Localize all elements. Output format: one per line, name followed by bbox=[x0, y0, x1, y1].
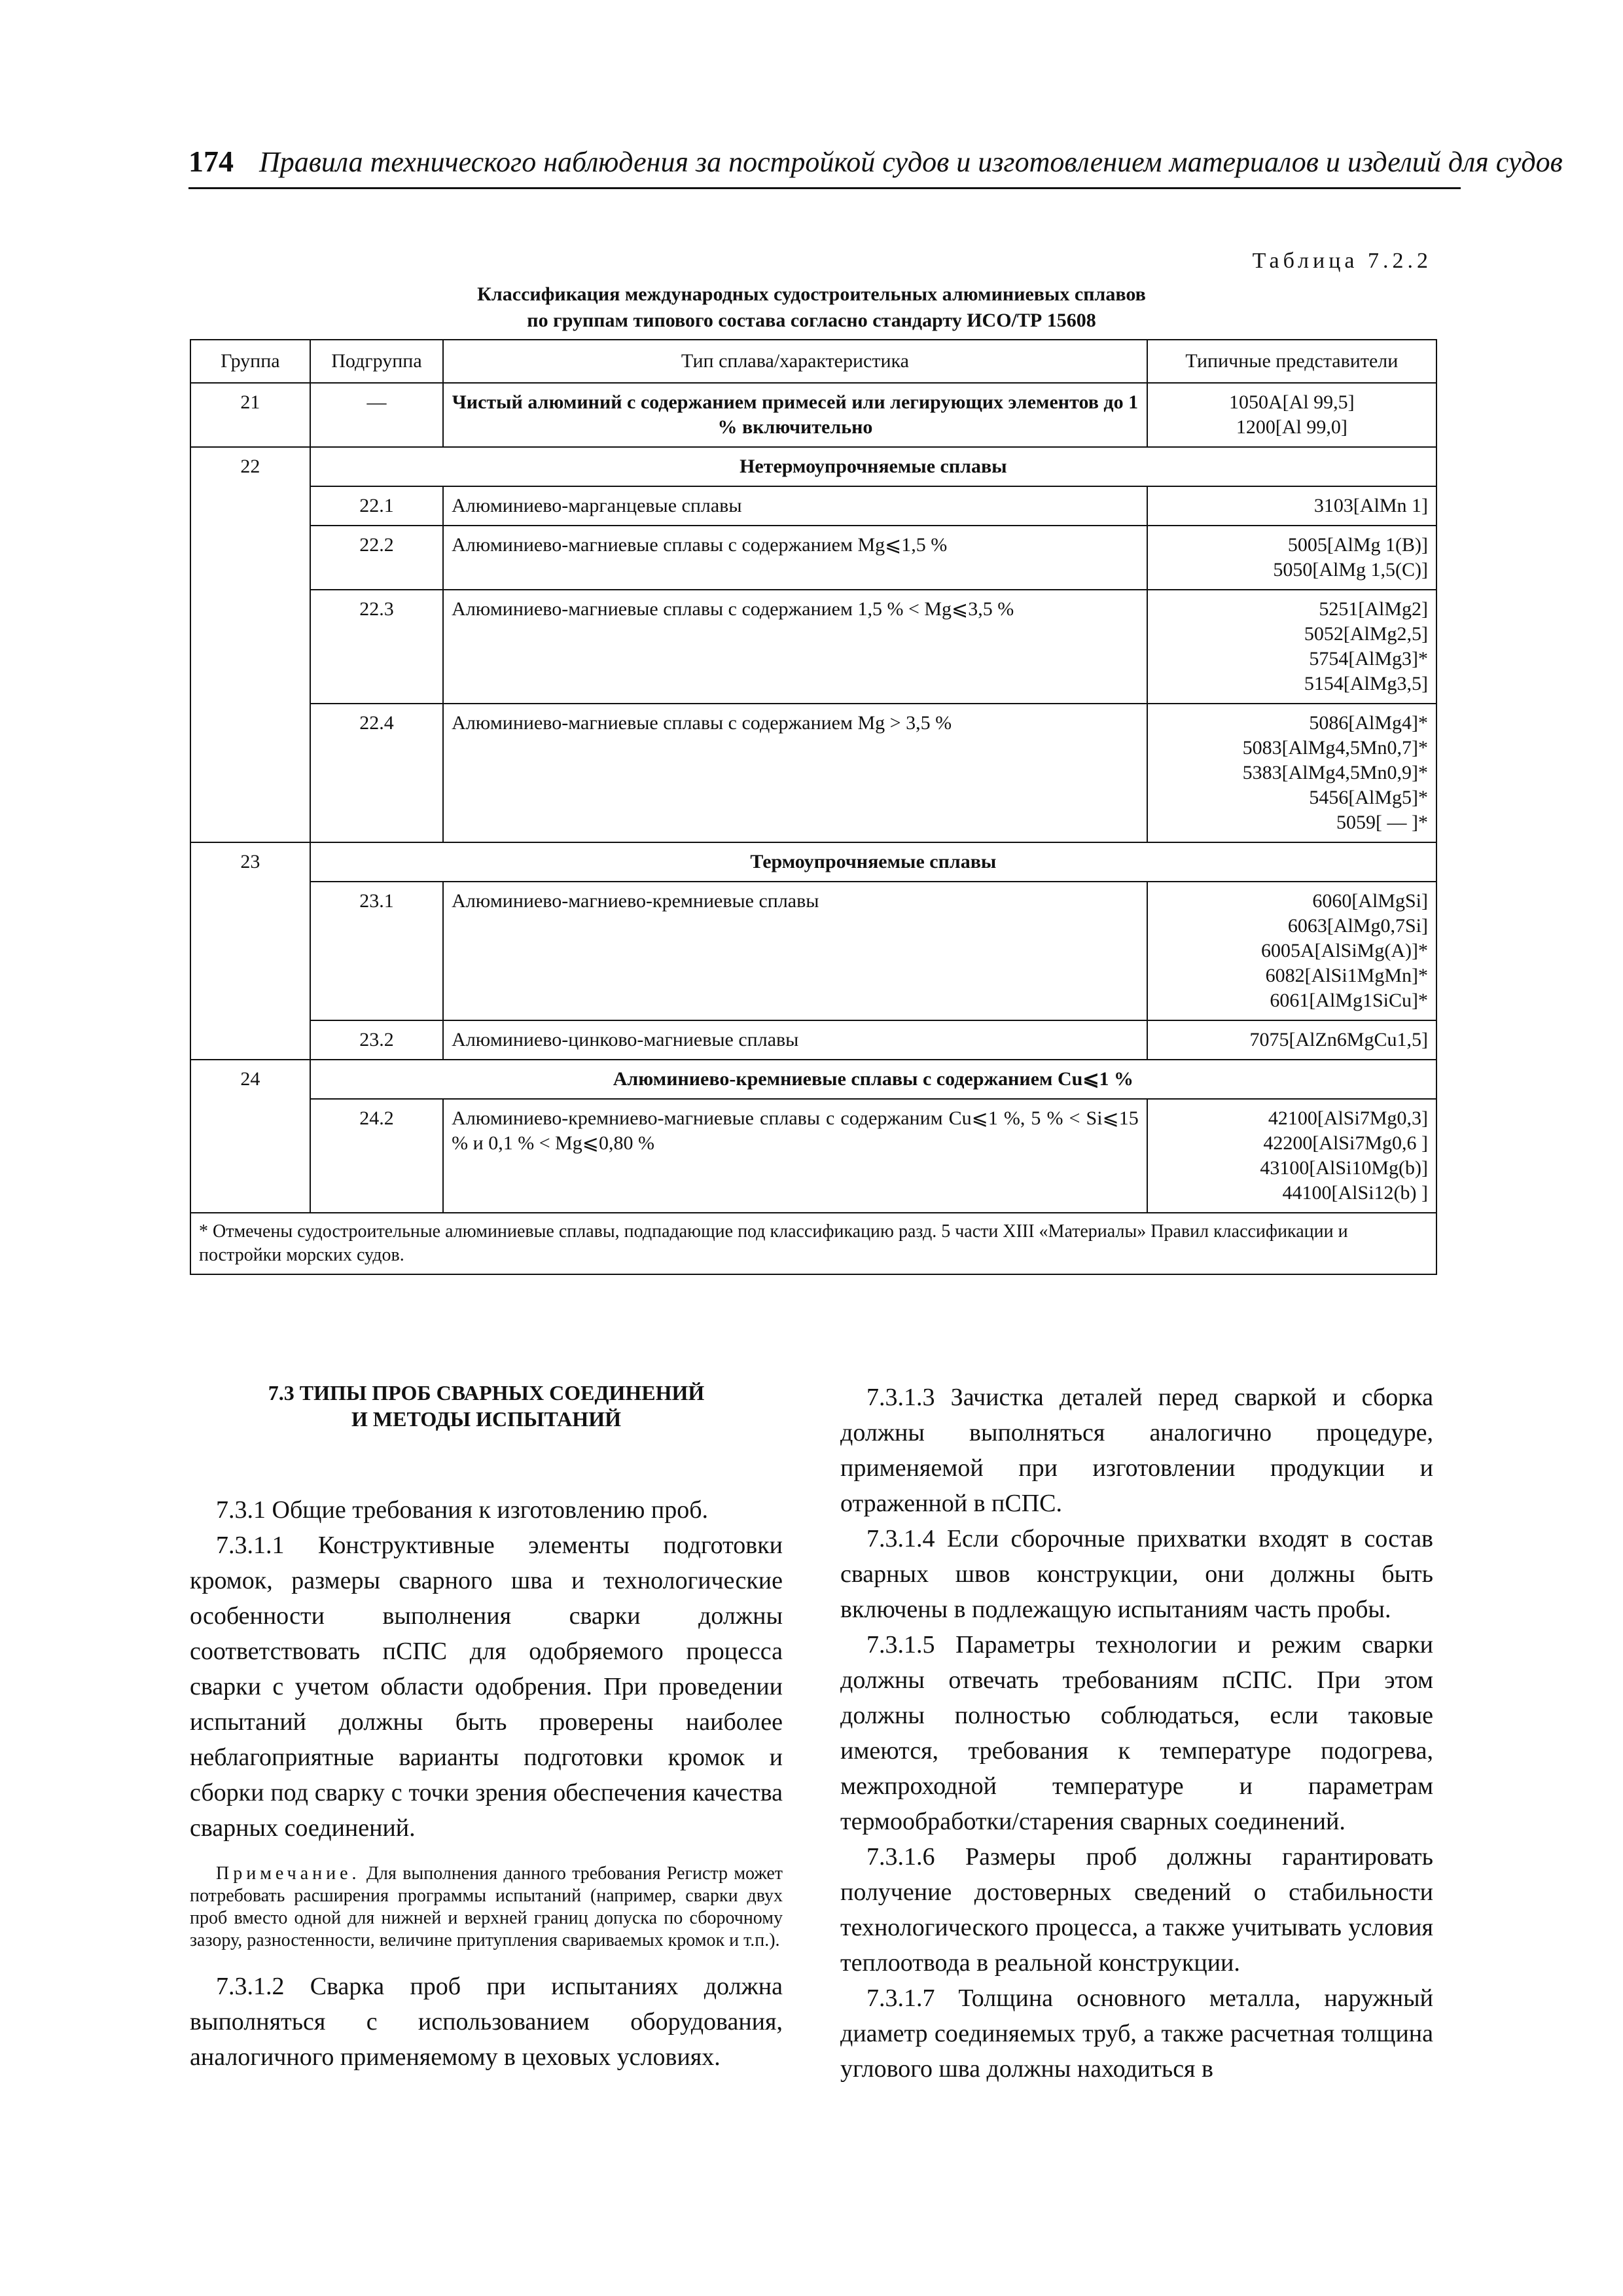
table-row bbox=[190, 1099, 1436, 1213]
representative: 6082[AlSi1MgMn]* bbox=[1265, 965, 1428, 986]
table-row bbox=[190, 526, 1436, 590]
paragraph: 7.3.1.7 Толщина основного металла, наружный диаметр соединяемых труб, а также расчетная толщина углового шва должны находиться в bbox=[840, 1984, 1433, 2083]
table-row bbox=[190, 842, 1436, 882]
note bbox=[190, 1863, 783, 1952]
paragraph: 7.3.1 Общие требования к изготовлению проб. bbox=[216, 1496, 709, 1524]
group-heading-cell: Алюминиево-кремниевые сплавы с содержанием Cu⩽1 % bbox=[310, 1060, 1436, 1099]
representative: 6060[AlMgSi] bbox=[1312, 890, 1428, 912]
representative: 5154[AlMg3,5] bbox=[1304, 673, 1428, 694]
table-header-row bbox=[190, 340, 1436, 383]
representatives-cell bbox=[1147, 486, 1436, 526]
table-footnote: * Отмечены судостроительные алюминиевые сплавы, подпадающие под классификацию разд. 5 части XIII «Материалы» Правил классификации и постройки морских судов. bbox=[190, 1213, 1436, 1274]
table-caption-line: по группам типового состава согласно стандарту ИСО/ТР 15608 bbox=[527, 310, 1096, 331]
representatives-cell bbox=[1147, 882, 1436, 1020]
representative: 6061[AlMg1SiCu]* bbox=[1270, 990, 1428, 1011]
paragraph: 7.3.1.1 Конструктивные элементы подготовки кромок, размеры сварного шва и технологические особенности выполнения сварки должны соответствовать пСПС для одобряемого процесса сварки с учетом области одобрения. При проведении испытаний должны быть проверены наиболее неблагоприятные варианты подготовки кромок и сборки под сварку с точки зрения обеспечения качества сварных соединений. bbox=[190, 1532, 783, 1842]
subgroup-cell: — bbox=[310, 383, 443, 447]
representative: 6005A[AlSiMg(A)]* bbox=[1261, 940, 1428, 961]
column-header-group: Группа bbox=[190, 340, 310, 383]
subgroup-cell: 24.2 bbox=[310, 1099, 443, 1213]
representative: 5005[AlMg 1(B)] bbox=[1287, 534, 1428, 556]
paragraph: 7.3.1.6 Размеры проб должны гарантировать получение достоверных сведений о стабильности технологического процесса, а также учитывать условия теплоотвода в реальной конструкции. bbox=[840, 1843, 1433, 1977]
type-cell: Чистый алюминий с содержанием примесей или легирующих элементов до 1 % включительно bbox=[443, 383, 1147, 447]
representative: 44100[AlSi12(b) ] bbox=[1282, 1182, 1428, 1204]
paragraph: 7.3.1.3 Зачистка деталей перед сваркой и сборка должны выполняться аналогично процедуре, применяемой при изготовлении продукции и отраженной в пСПС. bbox=[840, 1384, 1433, 1517]
table-row bbox=[190, 1020, 1436, 1060]
representative: 5383[AlMg4,5Mn0,9]* bbox=[1242, 762, 1428, 783]
subgroup-cell: 22.4 bbox=[310, 704, 443, 842]
subgroup-cell: 22.1 bbox=[310, 486, 443, 526]
section-heading bbox=[190, 1380, 783, 1432]
representatives-cell bbox=[1147, 704, 1436, 842]
representatives-cell bbox=[1147, 1020, 1436, 1060]
right-column bbox=[840, 1380, 1433, 2087]
table-row bbox=[190, 486, 1436, 526]
column-header-subgroup: Подгруппа bbox=[310, 340, 443, 383]
representatives-cell bbox=[1147, 1099, 1436, 1213]
representative: 5456[AlMg5]* bbox=[1309, 787, 1428, 808]
representative: 3103[AlMn 1] bbox=[1313, 495, 1428, 516]
subgroup-cell: 22.3 bbox=[310, 590, 443, 704]
representative: 5059[ — ]* bbox=[1336, 812, 1428, 833]
page-number: 174 bbox=[188, 145, 234, 178]
left-column bbox=[190, 1380, 783, 2075]
table-number: Таблица 7.2.2 bbox=[1252, 249, 1432, 273]
representative: 42200[AlSi7Mg0,6 ] bbox=[1263, 1132, 1428, 1154]
table-row bbox=[190, 590, 1436, 704]
type-cell: Алюминиево-цинково-магниевые сплавы bbox=[443, 1020, 1147, 1060]
group-cell: 23 bbox=[190, 842, 310, 1060]
section-heading-line: И МЕТОДЫ ИСПЫТАНИЙ bbox=[351, 1407, 621, 1431]
group-heading-cell: Нетермоупрочняемые сплавы bbox=[310, 447, 1436, 486]
group-cell: 24 bbox=[190, 1060, 310, 1213]
table-row bbox=[190, 882, 1436, 1020]
representative: 7075[AlZn6MgCu1,5] bbox=[1249, 1029, 1428, 1050]
page-header bbox=[188, 140, 1563, 189]
table-row bbox=[190, 447, 1436, 486]
table-row bbox=[190, 383, 1436, 447]
paragraph: 7.3.1.5 Параметры технологии и режим сварки должны отвечать требованиям пСПС. При этом должны полностью соблюдаться, если таковые имеются, требования к температуре подогрева, межпроходной температуре и параметрам термообработки/старения сварных соединений. bbox=[840, 1631, 1433, 1835]
type-cell: Алюминиево-магниевые сплавы с содержанием 1,5 % < Mg⩽3,5 % bbox=[443, 590, 1147, 704]
type-cell: Алюминиево-магниево-кремниевые сплавы bbox=[443, 882, 1147, 1020]
paragraph: 7.3.1.2 Сварка проб при испытаниях должна выполняться с использованием оборудования, аналогичного применяемому в цеховых условиях. bbox=[190, 1973, 783, 2071]
representatives-cell bbox=[1147, 383, 1436, 447]
representatives-cell bbox=[1147, 590, 1436, 704]
group-cell: 22 bbox=[190, 447, 310, 842]
type-cell: Алюминиево-марганцевые сплавы bbox=[443, 486, 1147, 526]
representative: 43100[AlSi10Mg(b)] bbox=[1260, 1157, 1428, 1179]
subgroup-cell: 22.2 bbox=[310, 526, 443, 590]
type-cell: Алюминиево-магниевые сплавы с содержанием Mg⩽1,5 % bbox=[443, 526, 1147, 590]
table-row bbox=[190, 704, 1436, 842]
table-row bbox=[190, 1060, 1436, 1099]
type-cell: Алюминиево-магниевые сплавы с содержанием Mg > 3,5 % bbox=[443, 704, 1147, 842]
note-text: Для выполнения данного требования Регистр может потребовать расширения программы испытаний (например, сварки двух проб вместо одной для нижней и верхней границ допуска по сборочному зазору, разностенности, величине притупления свариваемых кромок и т.п.). bbox=[190, 1863, 783, 1950]
note-label: Примечание. bbox=[216, 1863, 361, 1884]
representative: 5052[AlMg2,5] bbox=[1304, 623, 1428, 645]
subgroup-cell: 23.1 bbox=[310, 882, 443, 1020]
column-header-type: Тип сплава/характеристика bbox=[443, 340, 1147, 383]
section-heading-line: 7.3 ТИПЫ ПРОБ СВАРНЫХ СОЕДИНЕНИЙ bbox=[268, 1381, 705, 1405]
table-caption bbox=[190, 281, 1433, 334]
type-cell: Алюминиево-кремниево-магниевые сплавы с содержаним Cu⩽1 %, 5 % < Si⩽15 % и 0,1 % < Mg⩽0,80 % bbox=[443, 1099, 1147, 1213]
column-header-representatives: Типичные представители bbox=[1147, 340, 1436, 383]
representatives-cell bbox=[1147, 526, 1436, 590]
paragraph: 7.3.1.4 Если сборочные прихватки входят в состав сварных швов конструкции, они должны быть включены в подлежащую испытаниям часть пробы. bbox=[840, 1525, 1433, 1623]
alloy-classification-table bbox=[190, 339, 1437, 1275]
table-caption-line: Классификация международных судостроительных алюминиевых сплавов bbox=[477, 283, 1146, 305]
representative: 5251[AlMg2] bbox=[1319, 598, 1428, 620]
table-footnote-row bbox=[190, 1213, 1436, 1274]
representative: 5086[AlMg4]* bbox=[1309, 712, 1428, 734]
representative: 5050[AlMg 1,5(C)] bbox=[1273, 559, 1428, 581]
group-cell: 21 bbox=[190, 383, 310, 447]
representative: 1050A[Al 99,5] bbox=[1229, 391, 1355, 413]
group-heading-cell: Термоупрочняемые сплавы bbox=[310, 842, 1436, 882]
representative: 5754[AlMg3]* bbox=[1309, 648, 1428, 670]
subgroup-cell: 23.2 bbox=[310, 1020, 443, 1060]
representative: 6063[AlMg0,7Si] bbox=[1287, 915, 1428, 937]
representative: 42100[AlSi7Mg0,3] bbox=[1268, 1107, 1428, 1129]
representative: 5083[AlMg4,5Mn0,7]* bbox=[1242, 737, 1428, 759]
representative: 1200[Al 99,0] bbox=[1236, 416, 1347, 438]
running-title: Правила технического наблюдения за постройкой судов и изготовлением материалов и изделий для судов bbox=[259, 146, 1563, 178]
